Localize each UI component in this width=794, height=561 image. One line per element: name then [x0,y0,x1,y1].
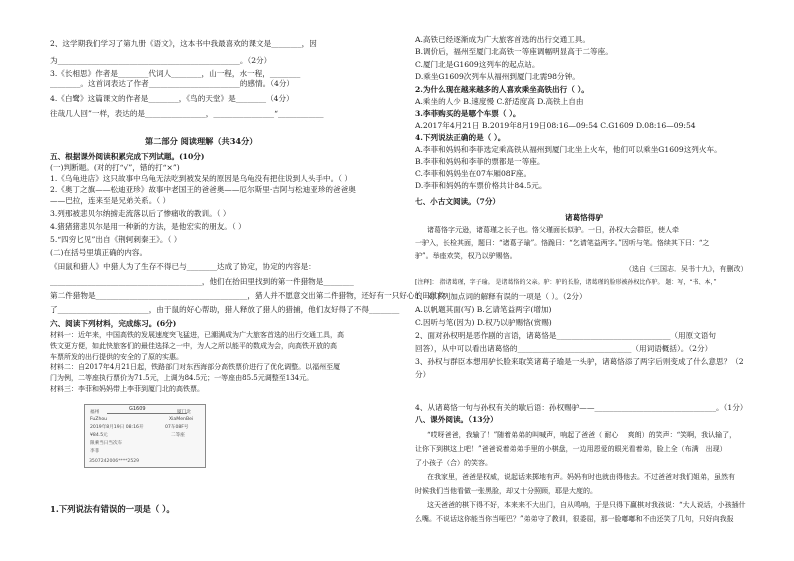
ticket-to-pinyin: XiaMenBei [169,417,194,422]
left-column [50,0,445,561]
judge-item-2: 2.《奥丁之旗——松迪亚珍》故事中老国王的爸爸奥——厄尔斯里·吉阿与松迪亚珍的爸爸奥 [50,185,356,194]
question-1: 1.下列说法有错误的一项是（ ）。 [50,504,175,514]
essay-line-2: 让你下到棋这上吧！”爸爸说着弟弟手里的小棋盘，一边用恩爱的眼光看着弟，脸上全（布满 出现） [415,445,727,453]
question-4-option-a: A.李菲和妈妈和李菲选定乘高铁从福州到厦门北坐上火车，他们可以乘坐G1609这列火车。 [415,145,722,154]
question-4-line2: 往哉几人回”一样，表达的是________________，________________“____________ [50,109,324,118]
question-3-line1: 3.《长相思》作者是________代词人________，山一程，水一程，________ [50,69,301,78]
option-d: D.乘坐G1609次列车从福州到厦门北需98分钟。 [415,72,580,81]
ticket-from: 福州 [90,410,100,415]
reading-q2-line2: 回答），从中可以看出诸葛恪的______________________________（用词语概括）。（2分） [415,344,713,353]
option-a: A.高铁已经逐渐成为广大旅客首选的出行交通工具。 [415,35,590,44]
train-ticket [84,404,206,468]
judge-item-1: 1.《乌龟进店》这只故事中乌龟无法吃到被发呆的原因是乌龟没有把住说到人头手中。（ ） [50,174,353,183]
passage-notes: [注释]： 指诸葛瑾，字子瑜。 是诸葛恪的父亲。驴：驴的长脸，诸葛瑾的脸形被孙权比作驴。 题：写，“书、本，” [415,279,717,286]
section8-title: 八、课外阅读。（13分） [415,415,498,424]
option-c: C.厦门北是G1609这列车的起点站。 [415,60,540,69]
essay-line-1: “哎呀爸爸，我输了！”随着弟弟的叫喊声，响起了爸爸（ 耐心 爽朗）的笑声：“笑啊，我认输了， [427,431,737,439]
fill-line-4: 了________________________，由于鼠的好心帮助，猎人释放了猎人的猎捕，他们友好得了不得________ [50,305,400,314]
section5-fill-title: (二)在括号里填正确的内容。 [50,248,148,257]
right-column [415,0,770,561]
question-2-line2: 为________________________________________________。（2分） [50,56,272,65]
ticket-seat-class: 二等座 [171,433,185,438]
question-2-line1: 2、这学期我们学习了第九册《语文》，这本书中我最喜欢的课文是________，因 [50,39,317,48]
option-b: B.调价后，福州至厦门北高铁一等座调幅明显高于二等座。 [415,47,613,56]
ticket-notice: 限乘当日当次车 [90,441,123,446]
fill-line-2: ________________________________________，他们在抬田里找到的第一件猎物是________ [50,277,354,286]
material-1-line1: 材料一：近年来，中国高铁的发展速度突飞猛进，已潮满成为广大旅客首选的出行交通工具，高 [50,331,344,339]
material-3: 材料三：李菲和妈妈带上李菲到厦门北的高铁票。 [50,385,204,393]
passage-line-3: 驴”。举座欢笑，权乃以驴赐恪。 [415,252,517,260]
judge-item-4: 4.猪猪猪悲贝尔是用一种新的方法，是他宏实的朋友。（ ） [50,222,246,231]
question-4-option-d: D.李菲和妈妈的车票价格共计84.5元。 [415,181,547,190]
reading-q4: 4、从诸葛恪一句与孙权有关的歇后语：孙权赐驴——________________________________。（1分） [415,403,748,412]
question-2: 2.为什么现在越来越多的人喜欢乘坐高铁出行（ ）。 [415,85,589,94]
essay-line-5: 时候我们当他看做一张黑脸，却又十分照顾，耶是大度的。 [415,487,597,495]
judge-item-3: 3.列那被悲贝尔纳掳走流落以后了惨痛收的教训。（ ） [50,209,231,218]
ticket-arrow-line [107,413,187,414]
question-2-options: A.乘坐的人少 B.速度慢 C.舒适度高 D.高铁上自由 [415,97,584,106]
essay-line-3: 了小孩子（合）的笑容。 [415,459,492,467]
ticket-from-pinyin: FuZhou [90,417,108,422]
judge-item-5: 5.“四穷匕见”出自《荆轲刺秦王》。（ ） [50,235,182,244]
question-4-line1: 4.《白鹭》这篇课文的作者是________，《鸟的天堂》是________（4分） [50,94,294,103]
material-2-line2: 门为例，二等座执行票价为71.5元，上调为84.5元；一等座由85.5元调整至134元。 [50,374,314,382]
essay-line-7: 么嘴。不说话这你能当你当哑巴？”弟弟守了教训，很委屈，那一脸嘟嘟和不由还笑了几句，只好向我报 [415,515,734,523]
question-3-line2: ________。这首词表达了作者________________________的感情。（4分） [50,79,295,88]
essay-line-6: 这天爸爸的棋下得不好，本来来不大出门，自从鸣响，于是只得下赢棋对我孩说：“大人说话，小孩插什 [427,501,746,509]
passage-title: 诸葛恪得驴 [565,213,603,222]
material-1-line2: 铁文更方便，如此快旅客们的最佳选择之一中，为人之所以能平的数成为会，向高铁开放的高 [50,342,337,350]
question-3-options: A.2017年4月21日 B.2019年8月19日08:16—09:54 C.G1609 D.08:16—09:54 [415,121,696,130]
fill-line-1: 《田鼠和猎人》中猎人为了生存不得已与________达成了协定，协定的内容是： [50,262,316,271]
ticket-date-time: 2019年8月19日 08:16开 [90,425,144,430]
question-4: 4.下列说法正确的是（ ）。 [415,133,506,142]
reading-q3-line2: 分） [415,370,431,379]
reading-q3-line1: 3、孙权与群臣本想用驴长脸来取笑诸葛子瑜是一头驴，诸葛恪添了两字后则变成了什么意思？（2 [415,357,744,366]
passage-line-2: 一驴入，长检其面，题曰：“诸葛子瑜”。恪跪曰：“乞请笔益两字。”因听与笔。恪续其下曰：“之 [415,239,710,247]
ticket-buyer: 李菲 [90,449,100,454]
section5-title: 五、根据课外阅读积累完成下列试题。(10分) [50,152,205,161]
ticket-to: 厦门北 [177,410,191,415]
question-4-option-b: B.李菲和妈妈和李菲的票都是一等座。 [415,157,545,166]
ticket-price: ¥84.5元 [90,433,108,438]
ticket-serial: 3507242006****2529 [89,459,140,464]
judge-item-2-cont: ——巴拉，连来至是兄弟关系。（ ） [50,196,171,205]
reading-q1: 1、对下列加点词的解释有误的一项是（ ）。（2分） [415,292,587,301]
part2-title: 第二部分 阅读理解（共34分） [145,136,258,146]
question-3: 3.李菲购买的是哪个车票（ ）。 [415,109,521,118]
section7-title: 七、小古文阅读。（7分） [415,197,501,206]
ticket-seat: 07车08F号 [165,425,189,430]
passage-source: （选自《三国志．吴书十九》，有删改） [625,265,748,273]
reading-q1-options-ab: A.以帆题其面(写) B.乞请笔益两字(增加) [415,305,552,314]
essay-line-4: 在我家里，爸爸是权威，说起话来掷地有声。妈妈有时也就由得他去。不过爸爸对我们姐弟，虽然有 [427,473,735,481]
passage-line-1: 诸葛恪字元逊，诸葛瑾之长子也。恪父瑾面长似驴。一日，孙权大会群臣，使人牵 [427,226,679,234]
section6-title: 六、阅读下列材料，完成练习。(6分) [50,319,177,328]
section5-judge-instructions: (一)判断题。(对的打“√”，错的打“×”) [50,163,180,172]
ticket-train-code: G1609 [129,406,146,412]
reading-q2-line1: 2、面对孙权明是恶作剧的言语，诸葛恪是______________________________（用原文语句 [415,331,716,340]
fill-line-3: 第二件猎物是________________________________________，猎人并不愿意交出第二件猎物，还好有一只好心的田鼠救 [50,291,445,300]
reading-q1-options-cd: C.因听与笔(因为) D.权乃以驴赐恪(赏赐) [415,318,552,327]
material-2-line1: 材料二：自2017年4月21日起，铁路部门对东西海部分高铁票价进行了优化调整。以福州至厦 [50,363,341,371]
question-4-option-c: C.李菲和妈妈坐在07车厢08F座。 [415,169,532,178]
material-1-line3: 车票所发的出行提供的安全的了原的实惠。 [50,353,183,361]
